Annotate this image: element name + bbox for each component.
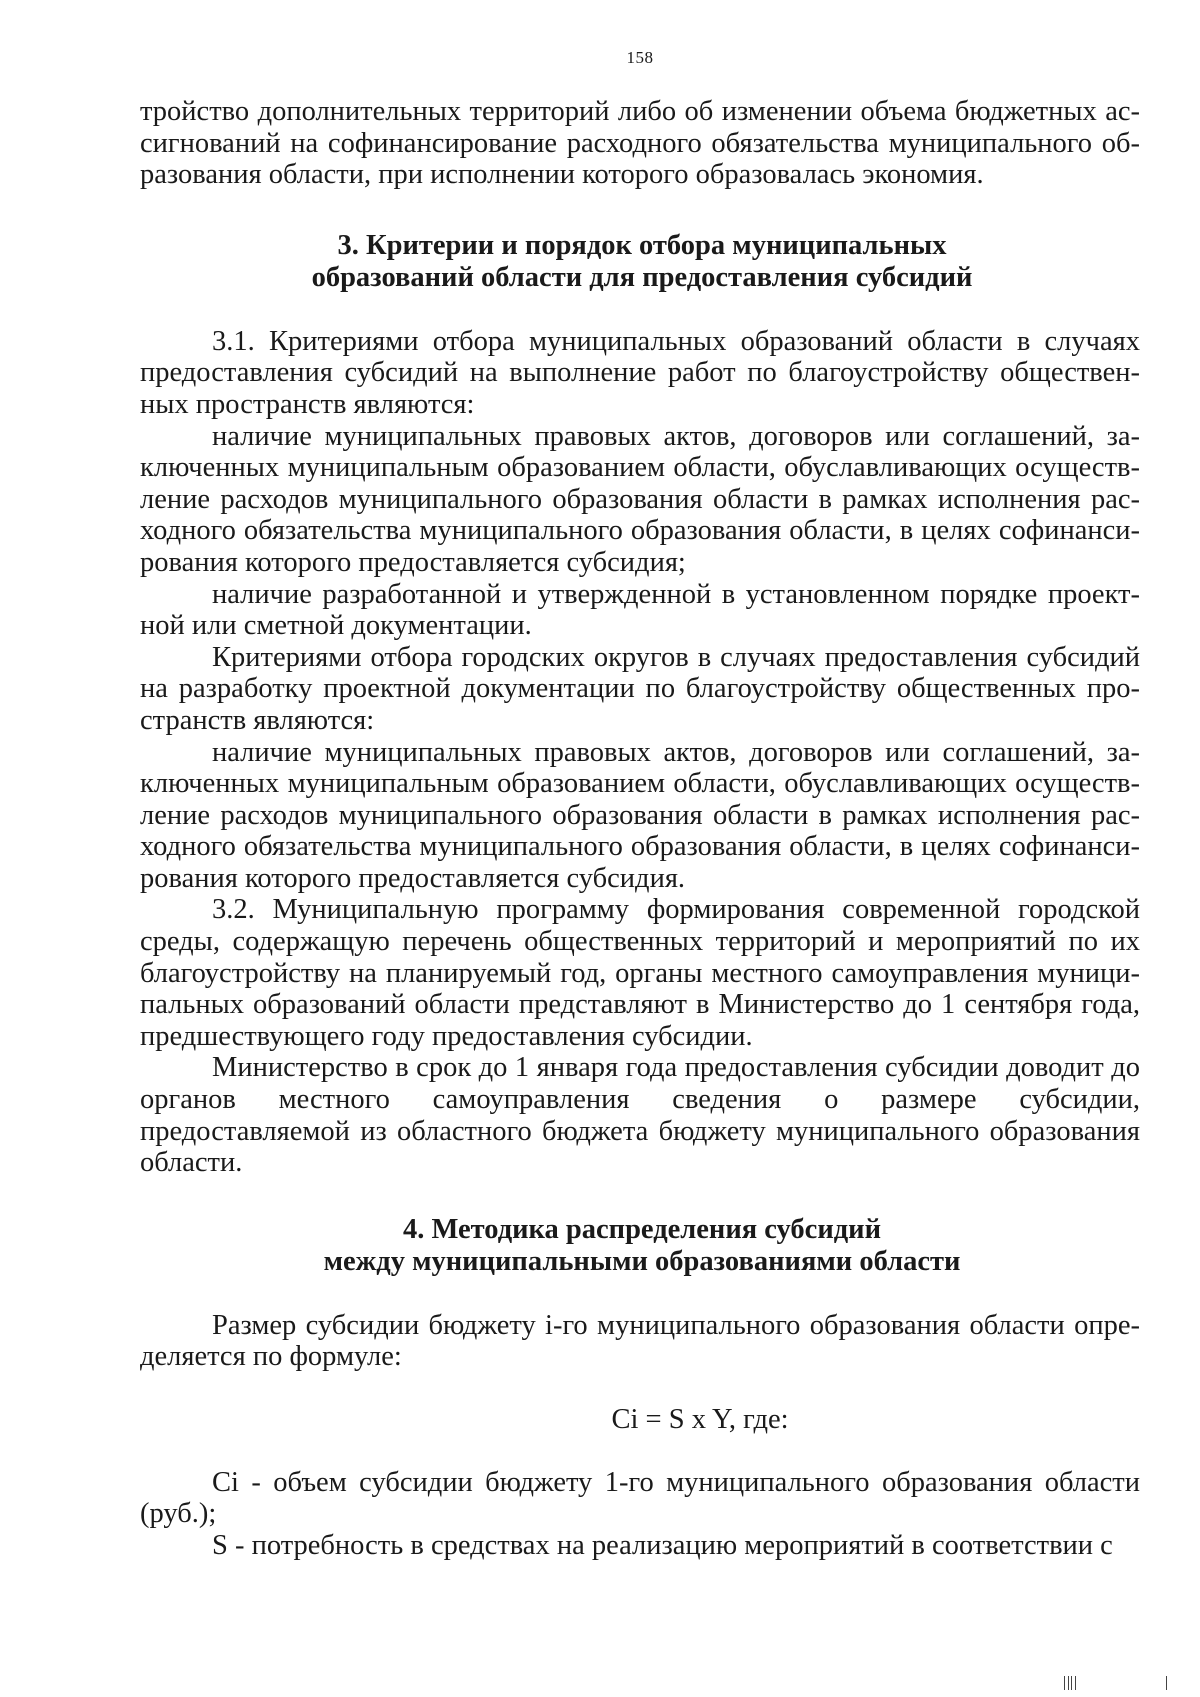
page-number: 158 (626, 48, 654, 67)
section-3-heading-line1: 3. Критерии и порядок отбора муниципальных (337, 229, 947, 261)
scan-mark (1075, 1676, 1076, 1690)
section-4-paragraph-3: S - потребность в средствах на реализацию мероприятий в соответствии с (212, 1529, 1113, 1561)
section-3-paragraph-3: наличие разработанной и утвержденной в установленном порядке проектной или сметной документации. (140, 578, 1140, 642)
section-4-heading-line2: между муниципальными образованиями области (323, 1245, 961, 1277)
subsidy-formula: Ci = S x Y, где: (611, 1404, 789, 1435)
section-4-heading-line1: 4. Методика распределения субсидий (402, 1213, 882, 1245)
section-3-paragraph-1: 3.1. Критериями отбора муниципальных образований области в случаях предоставления субсидий на выполнение работ по благоустройству общественных пространств являются: (140, 325, 1140, 420)
scan-mark (1166, 1676, 1167, 1690)
scan-edge-marks (1050, 1676, 1180, 1690)
intro-paragraph: тройство дополнительных территорий либо об изменении объема бюджетных ассигнований на софинансирование расходного обязательства муниципального образования области, при исполнении которого образовалась экономия. (140, 96, 1140, 191)
section-4-paragraph-2: Ci - объем субсидии бюджету 1-го муниципального образования области (руб.); (140, 1466, 1140, 1530)
section-4-heading (140, 1214, 1140, 1278)
section-3-paragraph-7: Министерство в срок до 1 января года предоставления субсидии доводит до органов местного самоуправления сведения о размере субсидии, предоставляемой из областного бюджета бюджету муниципального образования области. (140, 1052, 1140, 1179)
section-3-paragraph-4: Критериями отбора городских округов в случаях предоставления субсидий на разработку проектной документации по благоустройству общественных пространств являются: (140, 641, 1140, 736)
section-3-heading (140, 230, 1140, 294)
scan-mark (1071, 1676, 1072, 1690)
document-body (140, 96, 1140, 1561)
scan-mark (1068, 1676, 1069, 1690)
section-4-paragraph-1: Размер субсидии бюджету i-го муниципального образования области определяется по формуле: (140, 1309, 1140, 1373)
scan-mark (1064, 1676, 1065, 1690)
section-3-paragraph-5: наличие муниципальных правовых актов, договоров или соглашений, заключенных муниципальным образованием области, обуславливающих осуществление расходов муниципального образования области в рамках исполнения расходного обязательства муниципального образования области, в целях софинансирования которого предоставляется субсидия. (140, 736, 1140, 894)
section-3-heading-line2: образований области для предоставления субсидий (311, 261, 973, 293)
section-3-paragraph-6: 3.2. Муниципальную программу формирования современной городской среды, содержащую перечень общественных территорий и мероприятий по их благоустройству на планируемый год, органы местного самоуправления муниципальных образований области представляют в Министерство до 1 сентября года, предшествующего году предоставления субсидии. (140, 894, 1140, 1052)
section-3-paragraph-2: наличие муниципальных правовых актов, договоров или соглашений, заключенных муниципальным образованием области, обуславливающих осуществление расходов муниципального образования области в рамках исполнения расходного обязательства муниципального образования области, в целях софинансирования которого предоставляется субсидия; (140, 420, 1140, 578)
